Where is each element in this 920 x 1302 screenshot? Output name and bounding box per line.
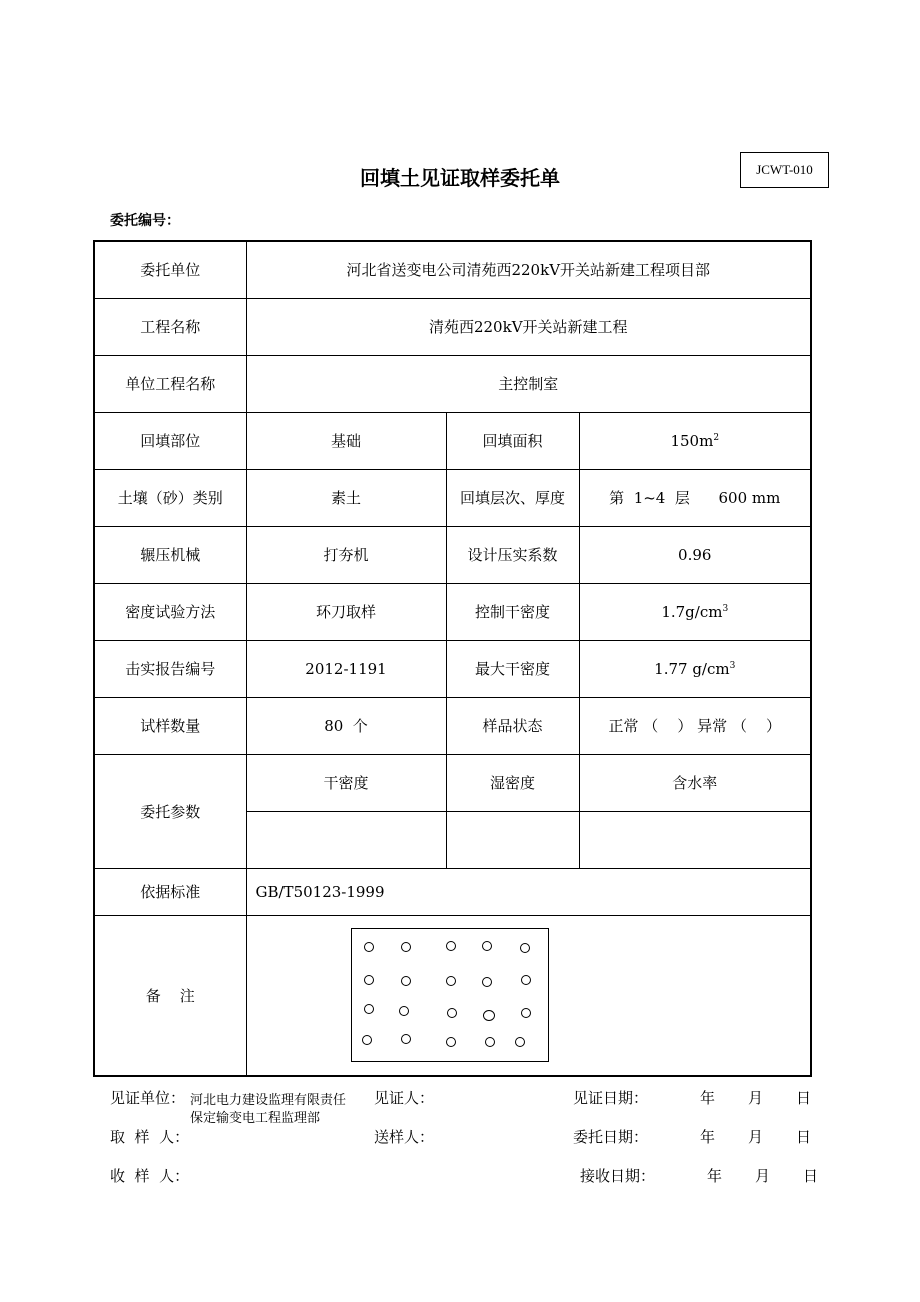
receiver-label: 收 样 人：	[110, 1167, 190, 1185]
soil-label: 土壤（砂）类别	[94, 469, 246, 526]
control-density-label: 控制干密度	[446, 583, 579, 640]
standard-value: GB/T50123-1999	[246, 868, 811, 915]
sampler-label: 取 样 人：	[110, 1128, 190, 1146]
quantity-value: 80 个	[246, 697, 446, 754]
soil-value: 素土	[246, 469, 446, 526]
method-label: 密度试验方法	[94, 583, 246, 640]
commission-date-label: 委托日期：	[573, 1128, 649, 1146]
receive-date-month: 月	[755, 1167, 771, 1185]
sample-point-icon	[364, 1004, 374, 1014]
table-row	[94, 640, 811, 697]
table-row	[94, 412, 811, 469]
table-row	[94, 298, 811, 355]
remarks-label: 备 注	[94, 915, 246, 1076]
standard-label: 依据标准	[94, 868, 246, 915]
client-value: 河北省送变电公司清苑西220kV开关站新建工程项目部	[246, 241, 811, 298]
table-row	[94, 241, 811, 298]
compaction-label: 设计压实系数	[446, 526, 579, 583]
witness-date-month: 月	[748, 1089, 764, 1107]
sample-point-icon	[446, 1037, 456, 1047]
receive-date-label: 接收日期：	[580, 1167, 656, 1185]
table-row	[94, 355, 811, 412]
param-dry-density: 干密度	[246, 754, 446, 811]
witness-date-label: 见证日期：	[573, 1089, 649, 1107]
sample-point-icon	[521, 975, 531, 985]
commission-date-month: 月	[748, 1128, 764, 1146]
control-density-value: $1.7g/cm^3$	[579, 583, 811, 640]
project-label: 工程名称	[94, 298, 246, 355]
table-row	[94, 697, 811, 754]
witness-unit-label: 见证单位：	[110, 1089, 186, 1107]
sample-point-icon	[446, 941, 456, 951]
param-moisture: 含水率	[579, 754, 811, 811]
part-value: 基础	[246, 412, 446, 469]
witness-unit-line1: 河北电力建设监理有限责任	[190, 1093, 347, 1108]
sample-point-icon	[446, 976, 456, 986]
commission-date-year: 年	[700, 1128, 716, 1146]
remarks-cell	[246, 915, 811, 1076]
state-normal-bracket[interactable]: （ ）	[643, 717, 693, 735]
machine-value: 打夯机	[246, 526, 446, 583]
witness-person-label: 见证人：	[374, 1089, 435, 1107]
table-row	[94, 754, 811, 811]
commission-number-label: 委托编号：	[110, 213, 180, 229]
param-wet-density: 湿密度	[446, 754, 579, 811]
sample-point-icon	[521, 1008, 531, 1018]
sample-point-icon	[447, 1008, 457, 1018]
quantity-label: 试样数量	[94, 697, 246, 754]
client-label: 委托单位	[94, 241, 246, 298]
sampling-diagram	[351, 928, 549, 1062]
table-row	[94, 915, 811, 1076]
method-value: 环刀取样	[246, 583, 446, 640]
area-label: 回填面积	[446, 412, 579, 469]
param-moisture-value[interactable]	[579, 811, 811, 868]
max-density-value: 1.77 $g/cm^3$	[579, 640, 811, 697]
witness-unit-line2: 保定输变电工程监理部	[190, 1111, 321, 1126]
unit-project-label: 单位工程名称	[94, 355, 246, 412]
state-abnormal: 异常	[697, 717, 728, 735]
area-value: $150m^2$	[579, 412, 811, 469]
params-label: 委托参数	[94, 754, 246, 868]
sample-point-icon	[482, 941, 492, 951]
sample-point-icon	[401, 1034, 411, 1044]
sample-point-icon	[399, 1006, 409, 1016]
sample-point-icon	[482, 977, 492, 987]
project-value: 清苑西220kV开关站新建工程	[246, 298, 811, 355]
table-row	[94, 868, 811, 915]
part-label: 回填部位	[94, 412, 246, 469]
commission-table	[93, 240, 812, 1077]
compaction-value: 0.96	[579, 526, 811, 583]
report-value: 2012-1191	[246, 640, 446, 697]
receive-date-year: 年	[707, 1167, 723, 1185]
unit-project-value: 主控制室	[246, 355, 811, 412]
table-row	[94, 583, 811, 640]
sample-point-icon	[364, 975, 374, 985]
sample-point-icon	[483, 1010, 495, 1021]
sample-point-icon	[515, 1037, 525, 1047]
sample-point-icon	[364, 942, 374, 952]
page-title: 回填土见证取样委托单	[360, 166, 560, 190]
sample-point-icon	[520, 943, 530, 953]
witness-date-day: 日	[796, 1089, 812, 1107]
layer-label: 回填层次、厚度	[446, 469, 579, 526]
state-abnormal-bracket[interactable]: （ ）	[731, 717, 782, 735]
sender-label: 送样人：	[374, 1128, 435, 1146]
table-row	[94, 469, 811, 526]
witness-date-year: 年	[700, 1089, 716, 1107]
sample-point-icon	[401, 942, 411, 952]
commission-date-day: 日	[796, 1128, 812, 1146]
sample-point-icon	[362, 1035, 372, 1045]
form-code-box	[740, 152, 829, 188]
state-value	[579, 697, 811, 754]
state-normal: 正常	[608, 717, 639, 735]
sample-point-icon	[485, 1037, 495, 1047]
param-wet-density-value[interactable]	[446, 811, 579, 868]
table-row	[94, 526, 811, 583]
machine-label: 辗压机械	[94, 526, 246, 583]
form-code: JCWT-010	[756, 162, 813, 177]
report-label: 击实报告编号	[94, 640, 246, 697]
receive-date-day: 日	[803, 1167, 819, 1185]
sample-point-icon	[401, 976, 411, 986]
param-dry-density-value[interactable]	[246, 811, 446, 868]
max-density-label: 最大干密度	[446, 640, 579, 697]
state-label: 样品状态	[446, 697, 579, 754]
layer-value: 第 1~4 层 600 mm	[579, 469, 811, 526]
